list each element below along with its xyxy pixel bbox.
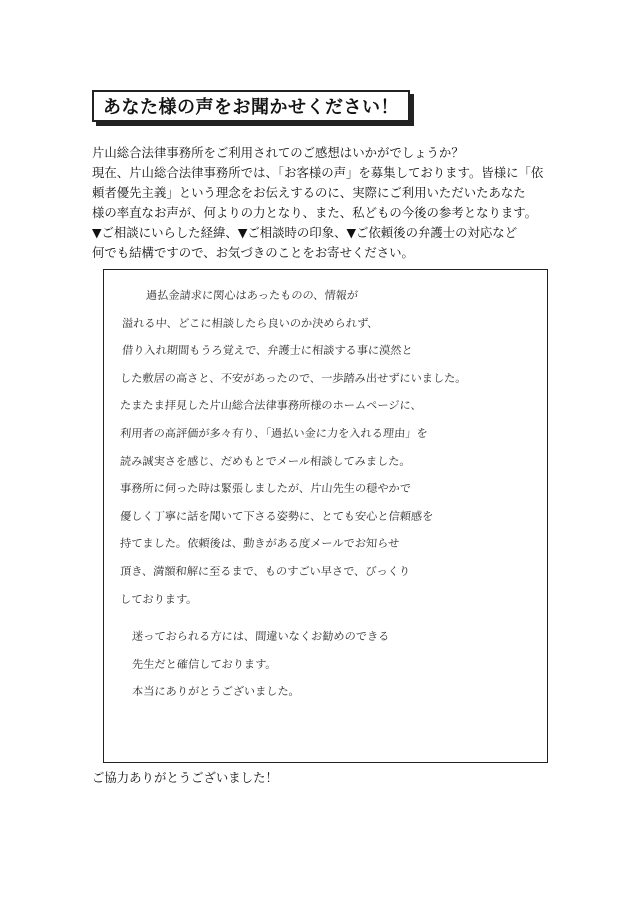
- letter-line: 利用者の高評価が多々有り、「過払い金に力を入れる理由」を: [119, 426, 429, 440]
- intro-line: 様の率直なお声が、何よりの力となり、また、私どもの今後の参考となります。: [92, 205, 538, 220]
- intro-line: 片山総合法律事務所をご利用されてのご感想はいかがでしょうか？: [92, 145, 464, 160]
- title-box: [92, 90, 410, 122]
- closing-message: ご協力ありがとうございました！: [92, 770, 278, 785]
- intro-line: 頼者優先主義」という理念をお伝えするのに、実際にご利用いただいたあなた: [92, 185, 526, 200]
- letter-line: 持てました。依頼後は、動きがある度メールでお知らせ: [119, 537, 400, 551]
- handwritten-letter: [120, 282, 541, 706]
- letter-line: 借り入れ期間もうろ覚えで、弁護士に相談する事に漠然と: [121, 344, 414, 358]
- letter-line: たまたま拝見した片山総合法律事務所様のホームページに、: [119, 399, 423, 413]
- intro-line: 現在、片山総合法律事務所では、「お客様の声」を募集しております。皆様に「依: [92, 165, 544, 180]
- letter-line: 読み誠実さを感じ、だめもとでメール相談してみました。: [119, 454, 412, 468]
- letter-line: 溢れる中、どこに相談したら良いのか決められず、: [121, 316, 379, 330]
- letter-line: しております。: [119, 592, 198, 606]
- letter-line: 迷っておられる方には、間違いなくお勧めのできる: [131, 630, 390, 644]
- intro-line: ▼ご相談にいらした経緯、▼ご相談時の印象、▼ご依頼後の弁護士の対応など: [92, 225, 518, 240]
- intro-line: 何でも結構ですので、お気づきのことをお寄せください。: [92, 245, 414, 260]
- letter-line: 事務所に伺った時は緊張しましたが、片山先生の穏やかで: [119, 482, 412, 496]
- handwritten-letter-box: [103, 269, 548, 763]
- letter-line: 先生だと確信しております。: [131, 657, 278, 671]
- page-title: あなた様の声をお聞かせください！: [103, 97, 399, 118]
- letter-line: 優しく丁寧に話を聞いて下さる姿勢に、とても安心と信頼感を: [119, 509, 434, 523]
- letter-line: 頂き、満額和解に至るまで、ものすごい早さで、びっくり: [119, 564, 411, 578]
- letter-line: 過払金請求に関心はあったものの、情報が: [145, 289, 359, 302]
- intro-paragraph: [92, 143, 562, 263]
- letter-line: した敷居の高さと、不安があったので、一歩踏み出せずにいました。: [119, 371, 467, 385]
- letter-line: 本当にありがとうございました。: [131, 685, 301, 699]
